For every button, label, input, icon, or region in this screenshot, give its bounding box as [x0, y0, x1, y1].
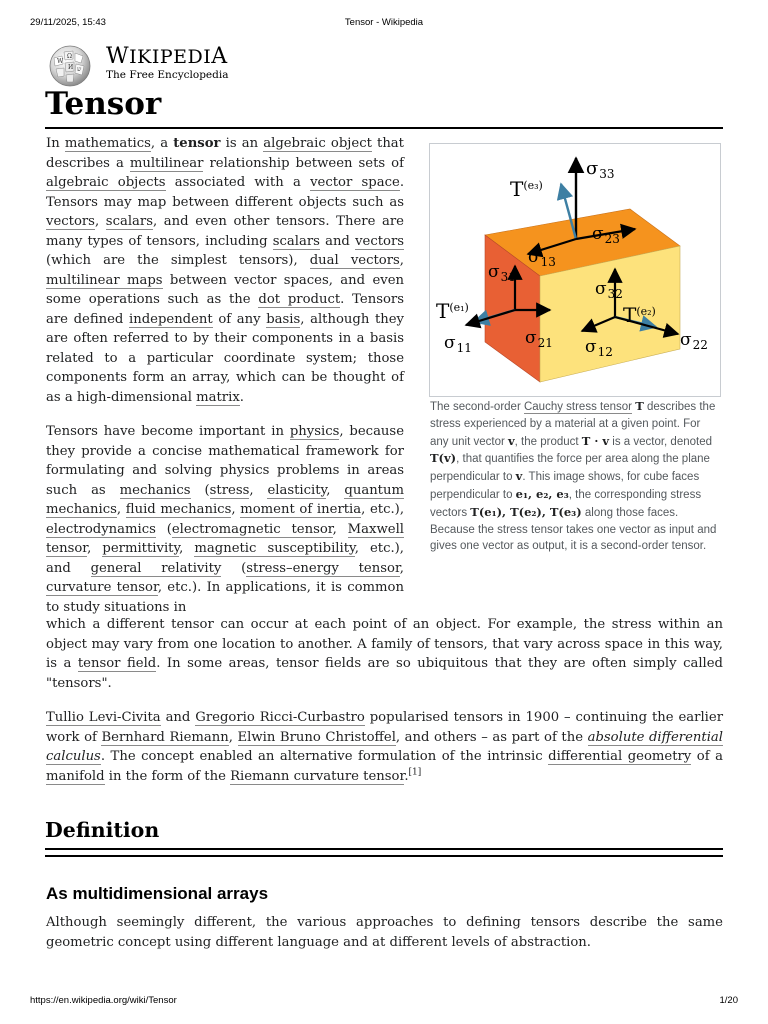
wikipedia-wordmark[interactable] [106, 46, 228, 81]
section-divider [45, 848, 723, 850]
link-dot-product[interactable]: dot product [258, 292, 341, 307]
history-paragraph: Tullio Levi-Civita and Gregorio Ricci-Curbastro popularised tensors in 1900 – continuing the earlier work of Bernhard Riemann, Elwin Bruno Christoffel, and others – as part of the absolute differential calculus. The concept enabled an alternative formulation of the intrinsic differential geometry of a manifold in the form of the Riemann curvature tensor.[1] [46, 710, 723, 784]
link-riemann[interactable]: Bernhard Riemann [101, 729, 229, 745]
link-manifold[interactable]: manifold [46, 768, 105, 784]
citation-ref-1[interactable]: [1] [408, 767, 422, 778]
link-multilinear[interactable]: multilinear [129, 155, 204, 171]
link-stress-energy-tensor[interactable]: stress–energy tensor [246, 560, 400, 576]
wikipedia-globe-icon[interactable] [45, 44, 97, 88]
link-magnetic-susceptibility[interactable]: magnetic susceptibility [194, 541, 355, 556]
link-mechanics[interactable]: mechanics [119, 482, 191, 498]
link-electrodynamics[interactable]: electrodynamics [46, 521, 156, 537]
svg-text:И: И [68, 64, 74, 71]
link-basis[interactable]: basis [266, 311, 301, 327]
link-multilinear-maps[interactable]: multilinear maps [46, 272, 163, 288]
label-sigma-23: $\sigma_{23}$ [592, 224, 620, 246]
label-sigma-32: $\sigma_{32}$ [595, 279, 623, 301]
print-page-number: 1/20 [719, 995, 738, 1006]
link-tensor-field[interactable]: tensor field [77, 656, 157, 671]
label-T-e1: $T^{(e_1)}$ [436, 299, 469, 323]
label-T-e3: $T^{(e_3)}$ [510, 177, 543, 201]
link-quantum-mechanics[interactable]: quantum mechanics [46, 482, 404, 517]
label-sigma-31: $\sigma_{31}$ [488, 262, 516, 284]
section-heading-definition: Definition [45, 818, 160, 842]
link-cauchy-stress-tensor[interactable]: Cauchy stress tensor [523, 401, 632, 413]
link-vectors-2[interactable]: vectors [355, 233, 405, 249]
link-physics[interactable]: physics [289, 424, 340, 439]
intro-paragraph-2-continued: which a different tensor can occur at each point of an object. For example, the stress within an object may vary from one location to another. A family of tensors, that vary across space in this way, is a tensor field. In some areas, tensor fields are so ubiquitous that they are often simply called "tensors". [46, 617, 723, 691]
stress-tensor-figure[interactable] [429, 143, 721, 397]
link-scalars-2[interactable]: scalars [272, 233, 320, 249]
figure-caption: The second-order Cauchy stress tensor T describes the stress experienced by a material at a given point. For any unit vector v, the product T · v is a vector, denoted T(v), that quantifies the force per area along the plane perpendicular to v. This image shows, for cube faces perpendicular to e₁, e₂, e₃, the corresponding stress vectors T(e₁), T(e₂), T(e₃) along those faces. Because the stress tensor takes one vector as input and gives one vector as output, it is a second-order tensor. [430, 399, 717, 553]
print-url: https://en.wikipedia.org/wiki/Tensor [30, 995, 177, 1006]
svg-text:ש: ש [77, 66, 82, 73]
print-doc-title: Tensor - Wikipedia [344, 17, 424, 28]
link-maxwell-tensor[interactable]: Maxwell tensor [46, 521, 405, 556]
link-electromagnetic-tensor[interactable]: electromagnetic tensor [171, 521, 333, 537]
title-divider [45, 127, 723, 129]
link-riemann-curvature-tensor[interactable]: Riemann curvature tensor [230, 768, 405, 784]
link-curvature-tensor[interactable]: curvature tensor [46, 580, 158, 595]
link-levi-civita[interactable]: Tullio Levi-Civita [46, 710, 161, 725]
section-divider-2 [45, 855, 723, 857]
link-scalars[interactable]: scalars [105, 214, 153, 229]
link-christoffel[interactable]: Elwin Bruno Christoffel [237, 729, 396, 745]
link-vector-space[interactable]: vector space [310, 175, 400, 190]
link-stress[interactable]: stress [209, 482, 250, 498]
link-absolute-differential-calculus[interactable]: absolute differential calculus [46, 729, 723, 764]
link-differential-geometry[interactable]: differential geometry [548, 749, 692, 764]
subsection-heading-arrays: As multidimensional arrays [46, 884, 269, 903]
label-sigma-11: $\sigma_{11}$ [444, 333, 472, 355]
link-general-relativity[interactable]: general relativity [90, 560, 222, 576]
intro-paragraph-1: In mathematics, a tensor is an algebraic object that describes a multilinear relationship between sets of algebraic objects associated with a vector space. Tensors may map between different objects such as vectors, scalars, and even other tensors. There are many types of tensors, including scalars and vectors (which are the simplest tensors), dual vectors, multilinear maps between vector spaces, and even some operations such as the dot product. Tensors are defined independent of any basis, although they are often referred to by their components in a basis related to a particular coordinate system; those components form an array, which can be thought of as a high-dimensional matrix. [46, 136, 405, 405]
link-permittivity[interactable]: permittivity [102, 541, 180, 556]
label-sigma-12: $\sigma_{12}$ [585, 337, 613, 359]
term-tensor: tensor [173, 136, 221, 151]
stress-tensor-diagram [430, 144, 720, 396]
label-T-e2: $T^{(e_2)}$ [623, 303, 656, 327]
page-title: Tensor [45, 86, 162, 122]
intro-paragraph-2: Tensors have become important in physics, because they provide a concise mathematical framework for formulating and solving physics problems in areas such as mechanics (stress, elasticity, quantum mechanics, fluid mechanics, moment of inertia, etc.), electrodynamics (electromagnetic tensor, Maxwell tensor, permittivity, magnetic susceptibility, etc.), and general relativity (stress–energy tensor, curvature tensor, etc.). In applications, it is common to study situations in [46, 424, 405, 615]
link-elasticity[interactable]: elasticity [267, 482, 327, 498]
link-algebraic-objects[interactable]: algebraic objects [46, 175, 166, 190]
wordmark-title: WIKIPEDIA [106, 44, 228, 69]
print-datetime: 29/11/2025, 15:43 [30, 17, 106, 28]
link-ricci-curbastro[interactable]: Gregorio Ricci-Curbastro [195, 710, 365, 725]
link-dual-vectors[interactable]: dual vectors [309, 253, 400, 268]
label-sigma-21: $\sigma_{21}$ [525, 328, 553, 350]
link-matrix[interactable]: matrix [196, 389, 240, 405]
link-fluid-mechanics[interactable]: fluid mechanics [125, 502, 232, 517]
link-algebraic-object[interactable]: algebraic object [263, 136, 372, 151]
svg-text:W: W [57, 58, 64, 65]
label-sigma-13: $\sigma_{13}$ [528, 247, 556, 269]
link-moment-of-inertia[interactable]: moment of inertia [240, 502, 362, 517]
link-vectors[interactable]: vectors [46, 214, 95, 229]
wordmark-tagline: The Free Encyclopedia [106, 69, 229, 81]
label-sigma-33: $\sigma_{33}$ [586, 158, 615, 181]
label-sigma-22: $\sigma_{22}$ [680, 330, 708, 352]
link-independent[interactable]: independent [128, 311, 213, 327]
link-mathematics[interactable]: mathematics [64, 136, 151, 151]
definition-paragraph: Although seemingly different, the various approaches to defining tensors describe the same geometric concept using different language and at different levels of abstraction. [46, 915, 723, 950]
svg-text:Ω: Ω [67, 53, 72, 60]
